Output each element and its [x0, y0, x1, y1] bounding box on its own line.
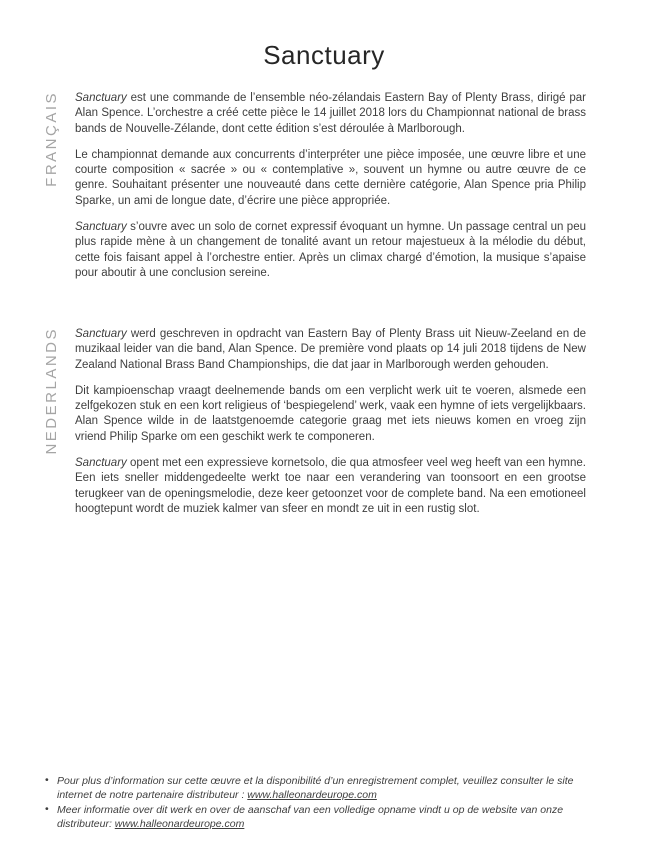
- language-label-column: [42, 327, 75, 517]
- dutch-paragraph-1: [75, 327, 586, 373]
- language-label-column: [42, 91, 75, 281]
- paragraph-text: s’ouvre avec un solo de cornet expressif évoquant un hymne. Un passage central un peu plus rapide mène à un changement de tonalité avant un retour majestueux à la mélodie du début, cette fois faisant appel à l’orchestre entier. Après un climax chargé d’émotion, la musique s’apaise pour aboutir à une conclusion sereine.: [75, 221, 586, 279]
- dutch-text-column: [75, 327, 586, 517]
- work-title-italic: Sanctuary: [75, 457, 127, 470]
- bullet-marker: •: [45, 803, 49, 815]
- french-paragraph-3: [75, 220, 586, 281]
- french-paragraph-2: [75, 148, 586, 209]
- bullet-marker: •: [45, 774, 49, 786]
- dutch-paragraph-2: [75, 384, 586, 445]
- footer-note-french: [44, 774, 606, 802]
- distributor-link[interactable]: www.halleonardeurope.com: [114, 818, 245, 830]
- french-text-column: [75, 91, 586, 281]
- distributor-link[interactable]: www.halleonardeurope.com: [247, 789, 377, 801]
- language-label-nederlands: NEDERLANDS: [43, 327, 60, 455]
- paragraph-text: werd geschreven in opdracht van Eastern Bay of Plenty Brass uit Nieuw-Zeeland en de muzikaal leider van die band, Alan Spence. De première vond plaats op 14 juli 2018 tijdens de New Zealand National Brass Band Championships, die dat jaar in Marlborough werden gehouden.: [75, 328, 586, 371]
- paragraph-text: opent met een expressieve kornetsolo, die qua atmosfeer veel weg heeft van een hymne. Een iets sneller middengedeelte werkt toe naar een verandering van toonsoort en een grootse terugkeer van de openingsmelodie, deze keer getoonzet voor de complete band. Na een emotioneel hoogtepunt wordt de muziek kalmer van sfeer en mondt ze uit in een rustig slot.: [75, 457, 586, 515]
- paragraph-text: Dit kampioenschap vraagt deelnemende bands om een verplicht werk uit te voeren, alsmede een zelfgekozen stuk en een kort religieus of ‘bespiegelend’ werk, vaak een hymne of iets vergelijkbaars. Alan Spence wilde in de laatstgenoemde categorie graag met iets nieuws komen en vroeg zijn vriend Philip Sparke om een geschikt werk te componeren.: [75, 384, 586, 443]
- language-label-francais: FRANÇAIS: [43, 91, 60, 187]
- work-title-italic: Sanctuary: [75, 92, 127, 104]
- page-title: Sanctuary: [263, 40, 385, 70]
- footer-note-text: Meer informatie over dit werk en over de aanschaf van een volledige opname vindt u op de website van onze distributeur:: [57, 804, 564, 830]
- footer-notes: [44, 774, 606, 832]
- footer-note-dutch: [44, 803, 606, 831]
- french-paragraph-1: [75, 91, 586, 137]
- paragraph-text: est une commande de l’ensemble néo-zélandais Eastern Bay of Plenty Brass, dirigé par Alan Spence. L’orchestre a créé cette pièce le 14 juillet 2018 lors du Championnat national de brass bands de Nouvelle-Zélande, dont cette édition s’est déroulée à Marlborough.: [75, 92, 586, 135]
- footer-note-text: Pour plus d’information sur cette œuvre et la disponibilité d’un enregistrement complet, veuillez consulter le site internet de notre partenaire distributeur :: [57, 775, 574, 801]
- section-francais: [42, 91, 586, 281]
- paragraph-text: Le championnat demande aux concurrents d’interpréter une pièce imposée, une œuvre libre et une courte composition « sacrée » ou « contemplative », souvent un hymne ou autre œuvre de ce genre. Souhaitant présenter une nouveauté dans cette dernière catégorie, Alan Spence pria Philip Sparke, un ami de longue date, d’écrire une pièce appropriée.: [75, 148, 586, 207]
- dutch-paragraph-3: [75, 456, 586, 517]
- work-title-italic: Sanctuary: [75, 221, 127, 234]
- section-nederlands: [42, 327, 586, 517]
- work-title-italic: Sanctuary: [75, 328, 127, 340]
